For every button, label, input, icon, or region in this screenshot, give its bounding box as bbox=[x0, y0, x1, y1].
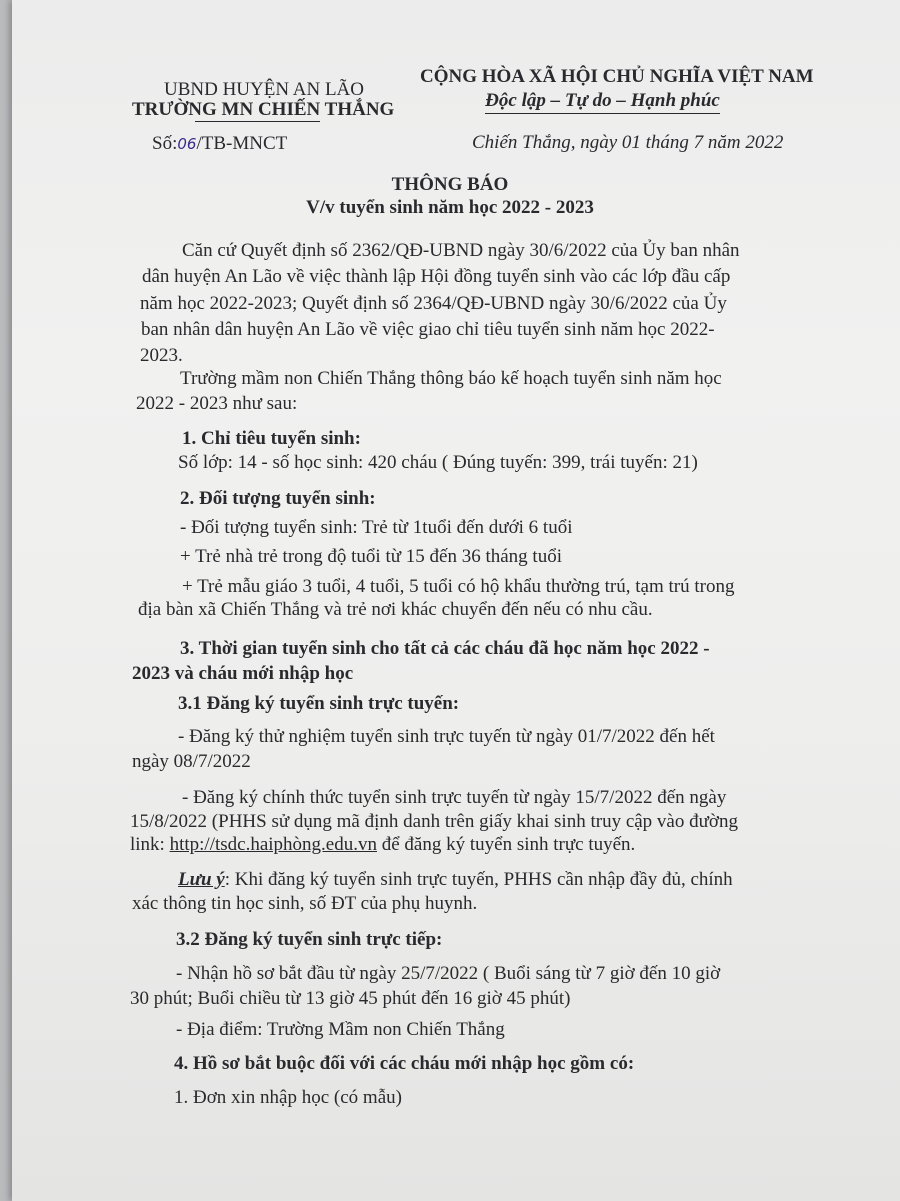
national-title: CỘNG HÒA XÃ HỘI CHỦ NGHĨA VIỆT NAM bbox=[420, 66, 814, 87]
school-underline bbox=[195, 121, 320, 122]
document-date: Chiến Thắng, ngày 01 tháng 7 năm 2022 bbox=[472, 132, 784, 153]
registration-link[interactable]: http://tsdc.haiphòng.edu.vn bbox=[169, 834, 377, 855]
national-motto: Độc lập – Tự do – Hạnh phúc bbox=[485, 90, 720, 111]
para1-line5: 2023. bbox=[140, 345, 183, 366]
para1-line1: Căn cứ Quyết định số 2362/QĐ-UBND ngày 30/6/2022 của Ủy ban nhân bbox=[182, 240, 740, 261]
section31-item1-line2: ngày 08/7/2022 bbox=[132, 751, 251, 772]
para1-line3: năm học 2022-2023; Quyết định số 2364/QĐ-UBND ngày 30/6/2022 của Ủy bbox=[140, 293, 727, 314]
section32-item2: - Địa điểm: Trường Mầm non Chiến Thắng bbox=[176, 1019, 505, 1040]
document-number: Số:06/TB-MNCT bbox=[152, 133, 288, 154]
para2-line1: Trường mầm non Chiến Thắng thông báo kế hoạch tuyển sinh năm học bbox=[180, 368, 722, 389]
document-subject: V/v tuyển sinh năm học 2022 - 2023 bbox=[306, 197, 594, 218]
section32-item1-line2: 30 phút; Buổi chiều từ 13 giờ 45 phút đến 16 giờ 45 phút) bbox=[130, 988, 571, 1009]
section1-content: Số lớp: 14 - số học sinh: 420 cháu ( Đúng tuyến: 399, trái tuyến: 21) bbox=[178, 452, 698, 473]
motto-underline bbox=[485, 113, 720, 114]
section2-heading: 2. Đối tượng tuyển sinh: bbox=[180, 488, 376, 509]
note-line1: Lưu ý: Khi đăng ký tuyển sinh trực tuyến, PHHS cần nhập đầy đủ, chính bbox=[178, 869, 733, 890]
note-label: Lưu ý bbox=[178, 869, 225, 890]
para1-line2: dân huyện An Lão về việc thành lập Hội đồng tuyển sinh vào các lớp đầu cấp bbox=[142, 266, 731, 287]
section2-item2: + Trẻ nhà trẻ trong độ tuổi từ 15 đến 36 tháng tuổi bbox=[180, 546, 562, 567]
section31-item1-line1: - Đăng ký thử nghiệm tuyển sinh trực tuyến từ ngày 01/7/2022 đến hết bbox=[178, 726, 715, 747]
section32-item1-line1: - Nhận hồ sơ bắt đầu từ ngày 25/7/2022 ( Buổi sáng từ 7 giờ đến 10 giờ bbox=[176, 963, 721, 984]
section3-heading-line1: 3. Thời gian tuyển sinh cho tất cả các cháu đã học năm học 2022 - bbox=[180, 638, 710, 659]
section2-item3-line2: địa bàn xã Chiến Thắng và trẻ nơi khác chuyển đến nếu có nhu cầu. bbox=[138, 599, 653, 620]
section31-item2-line2: 15/8/2022 (PHHS sử dụng mã định danh trên giấy khai sinh truy cập vào đường bbox=[130, 811, 738, 832]
school-name: TRƯỜNG MN CHIẾN THẮNG bbox=[132, 99, 395, 120]
section32-heading: 3.2 Đăng ký tuyển sinh trực tiếp: bbox=[176, 929, 443, 950]
para2-line2: 2022 - 2023 như sau: bbox=[136, 393, 298, 414]
section3-heading-line2: 2023 và cháu mới nhập học bbox=[132, 663, 354, 684]
section4-heading: 4. Hồ sơ bắt buộc đối với các cháu mới nhập học gồm có: bbox=[174, 1053, 635, 1074]
section2-item3-line1: + Trẻ mẫu giáo 3 tuổi, 4 tuổi, 5 tuổi có hộ khẩu thường trú, tạm trú trong bbox=[182, 576, 735, 597]
para1-line4: ban nhân dân huyện An Lão về việc giao chỉ tiêu tuyển sinh năm học 2022- bbox=[141, 319, 715, 340]
section31-heading: 3.1 Đăng ký tuyển sinh trực tuyến: bbox=[178, 693, 460, 714]
note-line2: xác thông tin học sinh, số ĐT của phụ huynh. bbox=[132, 893, 478, 914]
authority-name: UBND HUYỆN AN LÃO bbox=[163, 79, 365, 100]
section31-item2-line3: link: http://tsdc.haiphòng.edu.vn để đăng ký tuyển sinh trực tuyến. bbox=[130, 834, 636, 855]
section4-item1: 1. Đơn xin nhập học (có mẫu) bbox=[174, 1087, 402, 1108]
section31-item2-line1: - Đăng ký chính thức tuyển sinh trực tuyến từ ngày 15/7/2022 đến ngày bbox=[182, 787, 727, 808]
section1-heading: 1. Chỉ tiêu tuyển sinh: bbox=[182, 428, 361, 449]
document-title: THÔNG BÁO bbox=[391, 174, 509, 195]
handwritten-number: 06 bbox=[177, 135, 197, 153]
section2-item1: - Đối tượng tuyển sinh: Trẻ từ 1tuổi đến dưới 6 tuổi bbox=[180, 517, 573, 538]
